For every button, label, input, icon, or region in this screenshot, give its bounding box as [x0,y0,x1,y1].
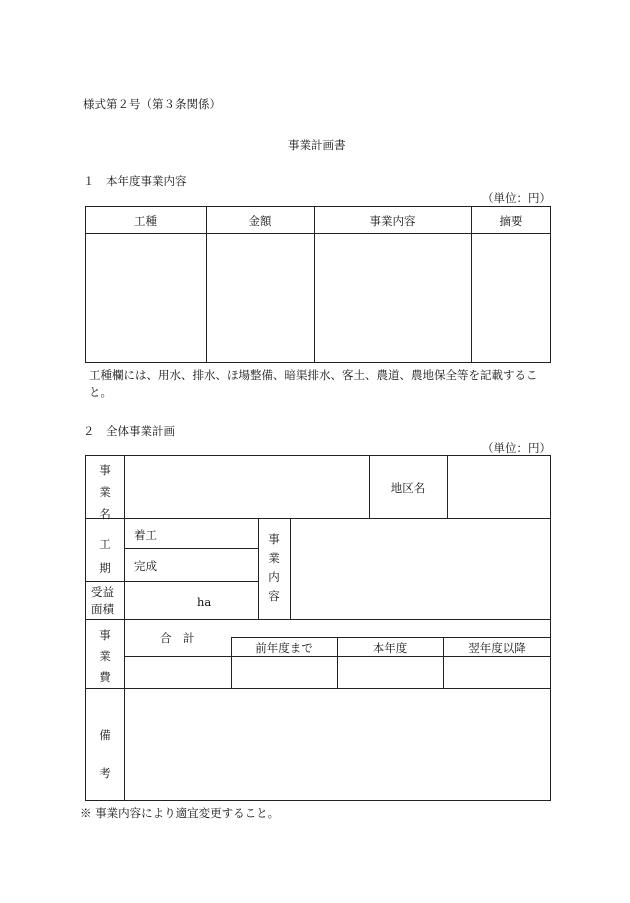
section2-heading: ２ 全体事業計画 [83,424,175,438]
section1-heading: １ 本年度事業内容 [83,174,187,188]
district-label: 地区名 [390,481,426,495]
form-number: 様式第２号（第３条関係） [83,97,221,111]
project-name-label: 事 業 名 [99,463,111,521]
area-unit: ha [197,595,212,609]
cost-header-prior: 前年度まで [255,641,313,655]
start-label: 着工 [134,528,157,542]
cost-header-current: 本年度 [372,641,408,655]
header-amount: 金額 [248,214,272,228]
cost-label: 事 業 費 [99,628,111,684]
section1-unit: （単位：円） [482,191,551,205]
section1-note: 工種欄には、用水、排水、ほ場整備、暗渠排水、客土、農道、農地保全等を記載するこ [89,368,538,382]
benefit-area-label: 受益 [91,585,114,599]
benefit-area-label-2: 面積 [91,602,114,616]
header-work-type: 工種 [134,214,157,228]
content-label: 事 業 内 容 [268,532,280,603]
section2-unit: （単位：円） [482,441,551,455]
period-label: 工 期 [99,537,111,575]
header-summary: 摘要 [499,214,523,228]
total-label: 合 計 [160,631,195,645]
header-project-content: 事業内容 [369,214,416,228]
section1-note-cont: と。 [89,385,112,399]
cost-header-future: 翌年度以降 [468,641,526,655]
footer-note: ※ 事業内容により適宜変更すること。 [80,806,280,820]
document-title: 事業計画書 [288,138,346,152]
end-label: 完成 [134,559,157,573]
remarks-label: 備 考 [99,728,111,780]
